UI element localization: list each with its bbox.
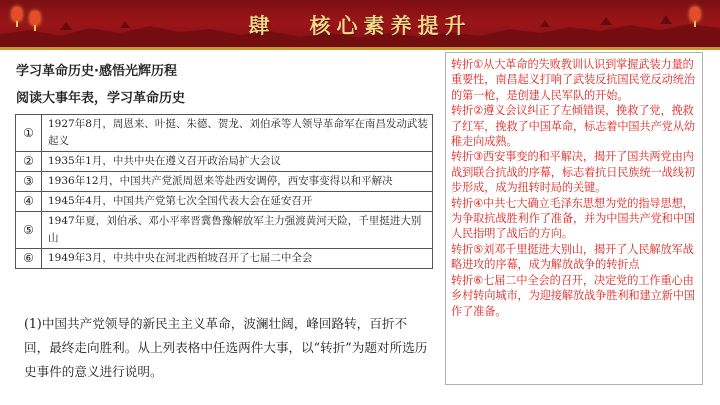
event-number: ⑥ [16,249,42,269]
event-text: 1949年3月，中共中央在河北西柏坡召开了七届二中全会 [42,249,433,269]
answer-paragraph: 转折①从大革命的失败教训认识到掌握武装力量的重要性，南昌起义打响了武装反抗国民党反动统治的第一枪，是创建人民军队的开始。 [451,58,695,102]
table-row [16,212,433,249]
event-text: 1945年4月，中国共产党第七次全国代表大会在延安召开 [42,192,433,212]
event-text: 1947年夏，刘伯承、邓小平率晋冀鲁豫解放军主力强渡黄河天险，千里挺进大别山 [42,212,433,249]
header-divider [0,47,720,50]
event-text: 1935年1月，中共中央在遵义召开政治局扩大会议 [42,152,433,172]
event-text: 1927年8月，周恩来、叶挺、朱德、贺龙、刘伯承等人领导革命军在南昌发动武装起义 [42,115,433,152]
header-banner [0,0,720,50]
event-number: ⑤ [16,212,42,249]
section-number: 肆 [248,13,276,38]
event-number: ④ [16,192,42,212]
events-table [15,114,433,269]
event-number: ② [16,152,42,172]
table-row [16,152,433,172]
table-row [16,249,433,269]
event-number: ③ [16,172,42,192]
table-row [16,115,433,152]
answer-paragraph: 转折④中共七大确立毛泽东思想为党的指导思想，为争取抗战胜利作了准备，并为中国共产党和中国人民指明了战后的方向。 [451,196,695,241]
heading-secondary: 阅读大事年表，学习革命历史 [16,91,186,106]
answer-paragraph: 转折②遵义会议纠正了左倾错误，挽救了党，挽救了红军，挽救了中国革命，标志着中国共产党从幼稚走向成熟。 [451,104,695,149]
event-text: 1936年12月，中国共产党派周恩来等赴西安调停，西安事变得以和平解决 [42,172,433,192]
answer-paragraph: 转折③西安事变的和平解决，揭开了国共两党由内战到联合抗战的序幕，标志着抗日民族统一战线初步形成，成为扭转时局的关键。 [451,150,695,195]
answer-paragraph: 转折⑥七届二中全会的召开，决定党的工作重心由乡村转向城市，为迎接解放战争胜利和建立新中国作了准备。 [451,273,695,318]
table-row [16,192,433,212]
table-row [16,172,433,192]
heading-primary: 学习革命历史·感悟光辉历程 [16,64,177,79]
section-title-text: 核心素养提升 [309,13,472,38]
question-text: (1)中国共产党领导的新民主主义革命，波澜壮阔，峰回路转，百折不回，最终走向胜利。从上列表格中任选两件大事，以“转折”为题对所选历史事件的意义进行说明。 [24,316,428,379]
section-title [0,0,720,50]
answer-paragraph: 转折⑤刘邓千里挺进大别山，揭开了人民解放军战略进攻的序幕，成为解放战争的转折点 [451,242,694,272]
event-number: ① [16,115,42,152]
answer-box [445,52,703,385]
